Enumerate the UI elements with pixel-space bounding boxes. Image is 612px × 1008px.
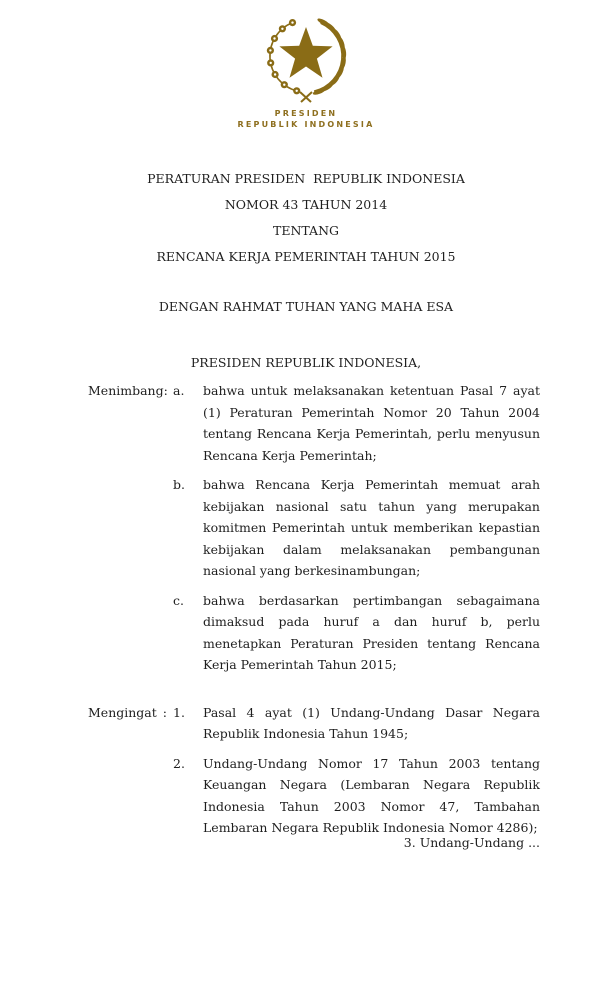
mengingat-label: Mengingat :: [88, 704, 167, 720]
presidential-seal-icon: [240, 12, 372, 104]
item-marker: 1.: [173, 704, 185, 720]
item-text: Pasal 4 ayat (1) Undang-Undang Dasar Negara Republik Indonesia Tahun 1945;: [203, 704, 540, 741]
mengingat-item-2: [88, 753, 540, 839]
item-marker: a.: [173, 383, 185, 398]
item-text: Undang-Undang Nomor 17 Tahun 2003 tentang Keuangan Negara (Lembaran Negara Republik Indonesia Tahun 2003 Nomor 47, Tambahan Lembaran Negara Republik Indonesia Nomor 4286);: [203, 755, 540, 835]
item-marker: c.: [173, 592, 184, 608]
wreath-stems: [300, 92, 312, 102]
menimbang-item-b: [88, 474, 540, 582]
item-text: bahwa Rencana Kerja Pemerintah memuat arah kebijakan nasional satu tahun yang merupakan komitmen Pemerintah untuk memberikan kepastian kebijakan dalam melaksanakan pembangunan nasional yang berkesinambungan;: [203, 477, 540, 578]
letterhead-text: [0, 108, 612, 130]
title-line-regulation: PERATURAN PRESIDEN REPUBLIK INDONESIA: [147, 171, 465, 186]
enacting-authority-line: PRESIDEN REPUBLIK INDONESIA,: [190, 355, 422, 370]
letterhead-line2: REPUBLIK INDONESIA: [237, 120, 375, 129]
letterhead-emblem: [0, 0, 612, 108]
menimbang-label: Menimbang :: [88, 383, 168, 398]
menimbang-item-a: [88, 380, 540, 466]
item-marker: 2.: [173, 755, 185, 771]
catchword: 3. Undang-Undang ...: [403, 835, 540, 850]
regulation-title: [0, 166, 612, 270]
menimbang-item-c: [88, 590, 540, 676]
title-line-number: NOMOR 43 TAHUN 2014: [224, 197, 388, 212]
mengingat-item-1: [88, 702, 540, 745]
item-text: bahwa berdasarkan pertimbangan sebagaimana dimaksud pada huruf a dan huruf b, perlu menetapkan Peraturan Presiden tentang Rencana Kerja Pemerintah Tahun 2015;: [203, 592, 540, 672]
title-line-tentang: TENTANG: [272, 223, 339, 238]
item-text: bahwa untuk melaksanakan ketentuan Pasal 7 ayat (1) Peraturan Pemerintah Nomor 20 Tahun 2004 tentang Rencana Kerja Pemerintah, perlu menyusun Rencana Kerja Pemerintah;: [203, 383, 540, 463]
mengingat-section: [88, 702, 540, 839]
letterhead-line1: PRESIDEN: [274, 109, 338, 118]
title-line-subject: RENCANA KERJA PEMERINTAH TAHUN 2015: [156, 249, 456, 264]
item-marker: b.: [173, 477, 185, 492]
invocation-line: DENGAN RAHMAT TUHAN YANG MAHA ESA: [158, 299, 454, 314]
menimbang-section: [88, 380, 540, 839]
